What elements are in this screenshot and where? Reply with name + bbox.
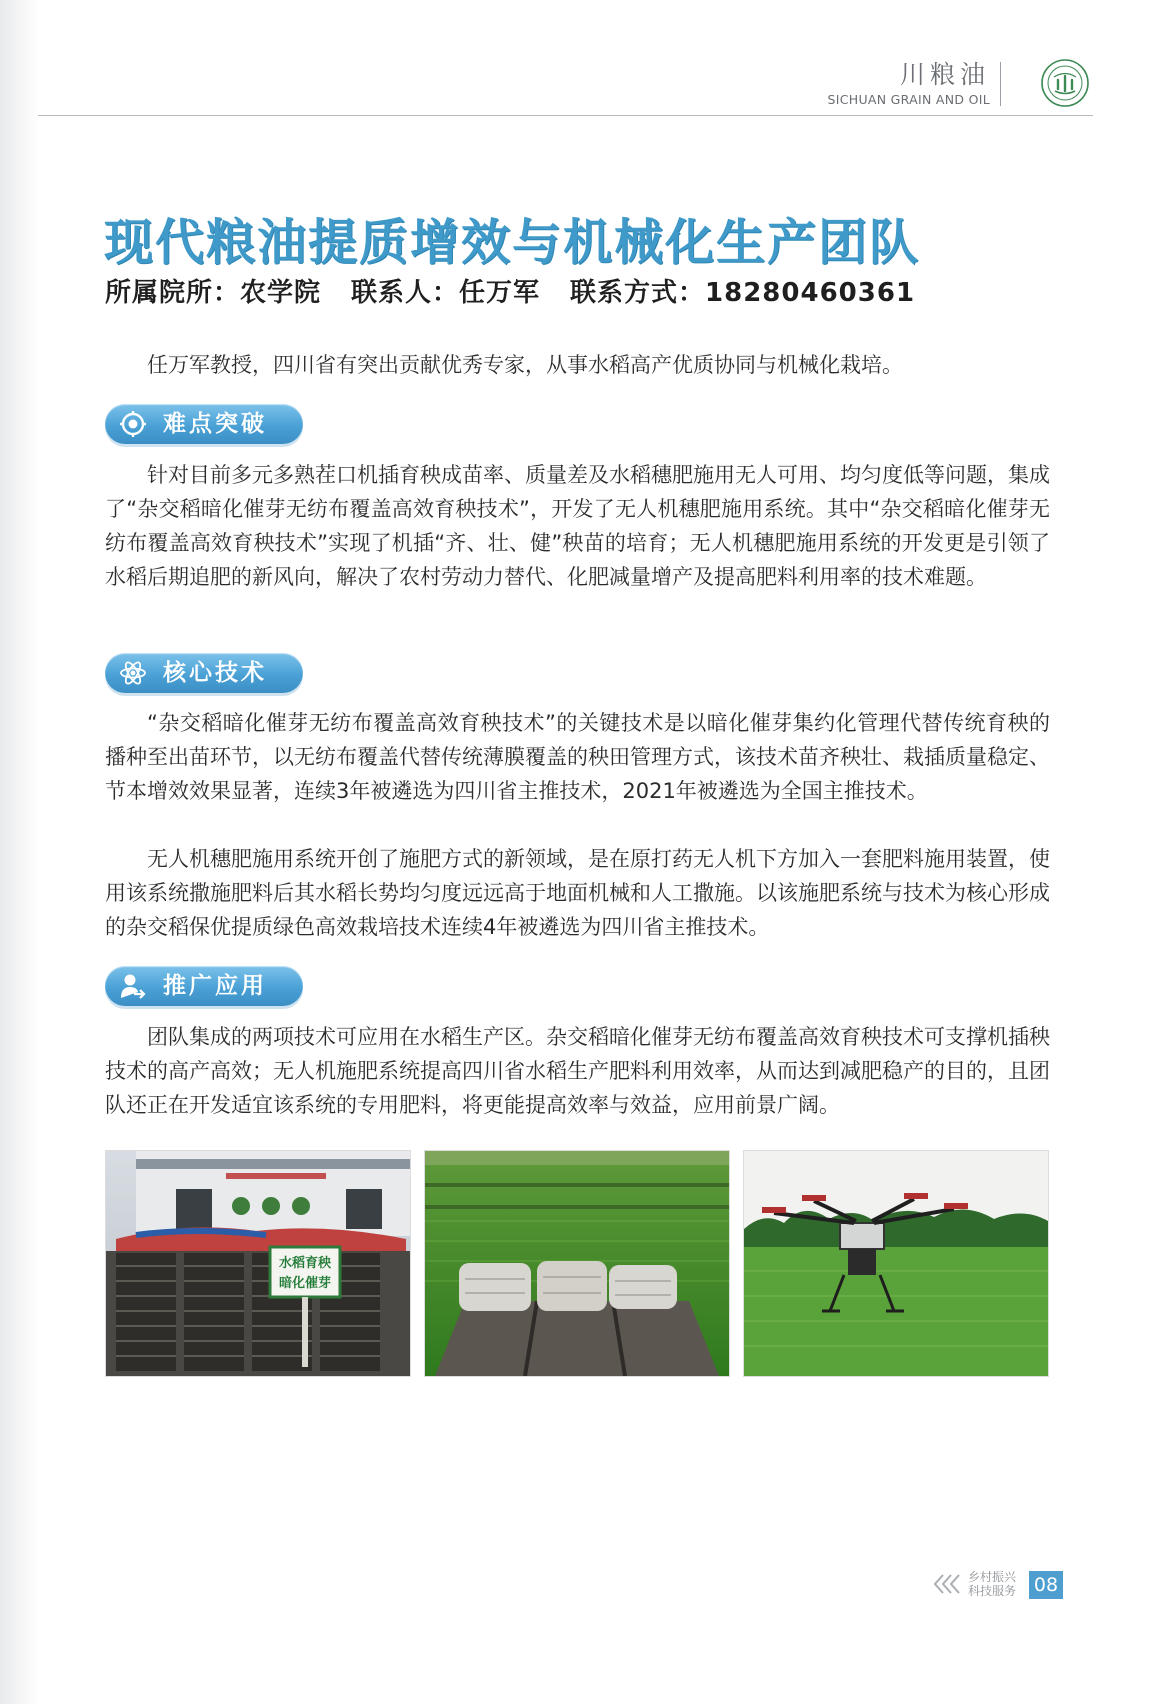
target-icon	[119, 410, 147, 438]
photo-sign-line2: 暗化催芽	[278, 1276, 332, 1291]
seedling-trays-photo	[105, 1150, 411, 1377]
brand-english: SICHUAN GRAIN AND OIL	[827, 92, 990, 107]
brand-chinese: 川粮油	[899, 60, 990, 89]
footer-line2: 科技服务	[968, 1584, 1017, 1598]
header-rule	[38, 115, 1093, 116]
page-title: 现代粮油提质增效与机械化生产团队	[104, 214, 921, 271]
user-arrow-icon	[119, 972, 147, 1000]
nonwoven-rolls-photo	[424, 1150, 730, 1377]
page-edge-shade	[0, 0, 40, 1704]
intro-paragraph: 任万军教授，四川省有突出贡献优秀专家，从事水稻高产优质协同与机械化栽培。	[147, 353, 903, 377]
photo-sign-line1: 水稻育秧	[278, 1256, 332, 1271]
team-meta	[105, 272, 915, 309]
section-pill-difficulty	[105, 404, 303, 444]
meta-institute: 所属院所：农学院	[105, 278, 322, 308]
drone-over-field-photo	[743, 1150, 1049, 1377]
header-separator	[1000, 62, 1001, 106]
section-paragraph: 无人机穗肥施用系统开创了施肥方式的新领域，是在原打药无人机下方加入一套肥料施用装置，使用该系统撒施肥料后其水稻长势均匀度远远高于地面机械和人工撒施。以该施肥系统与技术为核心形成的杂交稻保优提质绿色高效栽培技术连续4年被遴选为四川省主推技术。	[105, 847, 1050, 939]
meta-phone: 联系方式：18280460361	[570, 278, 916, 308]
header-brand	[828, 60, 991, 107]
atom-icon	[119, 659, 147, 687]
section-paragraph: 针对目前多元多熟茬口机插育秧成苗率、质量差及水稻穗肥施用无人可用、均匀度低等问题，集成了“杂交稻暗化催芽无纺布覆盖高效育秧技术”，开发了无人机穗肥施用系统。其中“杂交稻暗化催芽无纺布覆盖高效育秧技术”实现了机插“齐、壮、健”秧苗的培育；无人机穗肥施用系统的开发更是引领了水稻后期追肥的新风向，解决了农村劳动力替代、化肥减量增产及提高肥料利用率的技术难题。	[105, 463, 1050, 589]
footer-label	[968, 1570, 1016, 1598]
chevrons-left-icon	[933, 1573, 965, 1595]
section-label: 推广应用	[163, 973, 267, 999]
section-label: 难点突破	[163, 411, 267, 437]
section-paragraph: “杂交稻暗化催芽无纺布覆盖高效育秧技术”的关键技术是以暗化催芽集约化管理代替传统育秧的播种至出苗环节，以无纺布覆盖代替传统薄膜覆盖的秧田管理方式，该技术苗齐秧壮、栽插质量稳定、节本增效效果显著，连续3年被遴选为四川省主推技术，2021年被遴选为全国主推技术。	[105, 711, 1050, 803]
section-pill-application	[105, 966, 303, 1006]
footer-line1: 乡村振兴	[968, 1570, 1017, 1584]
section-pill-core-tech	[105, 653, 303, 693]
meta-contact: 联系人：任万军	[351, 278, 541, 308]
seal-logo-icon	[1040, 58, 1090, 108]
page-number: 08	[1029, 1571, 1063, 1599]
section-label: 核心技术	[163, 660, 267, 686]
section-paragraph: 团队集成的两项技术可应用在水稻生产区。杂交稻暗化催芽无纺布覆盖高效育秧技术可支撑机插秧技术的高产高效；无人机施肥系统提高四川省水稻生产肥料利用效率，从而达到减肥稳产的目的，且团队还正在开发适宜该系统的专用肥料，将更能提高效率与效益，应用前景广阔。	[105, 1025, 1050, 1117]
